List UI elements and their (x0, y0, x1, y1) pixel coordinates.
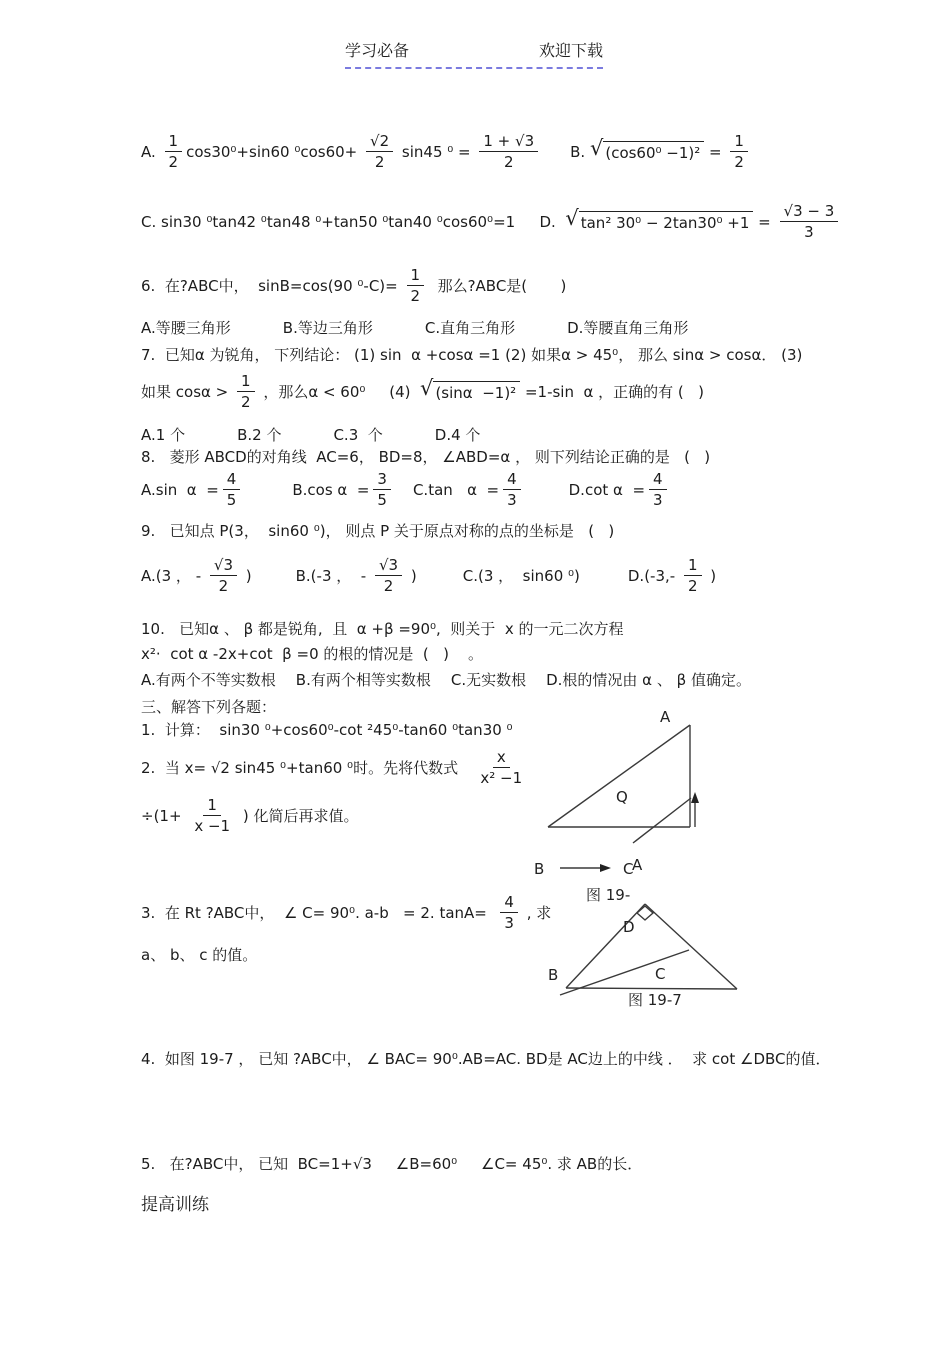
choice-row-cd (141, 202, 842, 241)
q10-stem-1: 10. 已知α 、 β 都是锐角, 且 α +β =90⁰, 则关于 x 的一元二次方程 (141, 620, 624, 638)
q6-option-c: C.直角三角形 (424, 319, 516, 337)
fraction-result-b: $\frac{1}{2}$ (730, 132, 748, 171)
option-a-label: A. (141, 142, 161, 161)
q7-stem-4: =1-sin α ，正确的有 ( ) (520, 383, 704, 401)
solve-4 (141, 1048, 831, 1069)
solve-3-line2 (141, 944, 257, 965)
fig2-label-d: D (623, 918, 635, 936)
fraction-4-over-3: $\frac{4}{3}$ (500, 893, 518, 932)
fraction-1-over-xminus1: $\frac{1}{x -1}$ (194, 796, 231, 835)
fraction: $\frac{3}{5}$ (373, 470, 391, 509)
s3-text-2: , 求 (521, 904, 552, 922)
s2-text-3: ) 化简后再求值。 (238, 807, 359, 825)
fraction: $\frac{4}{3}$ (649, 470, 667, 509)
fig1-caption: 图 19- (586, 886, 631, 904)
figure-19-7-triangle (540, 895, 752, 1013)
q10-option-a: A.有两个不等实数根 (141, 671, 276, 689)
solve-2-line1 (141, 748, 530, 787)
fraction: $\frac{1}{2}$ (684, 556, 702, 595)
question-7-line1 (141, 344, 802, 365)
option-d-equals: = (753, 212, 776, 231)
fig1-label-q: Q (616, 788, 628, 806)
fraction-result-d: $\frac{√3 - 3}{3}$ (780, 202, 839, 241)
fig2-caption: 图 19-7 (628, 991, 682, 1009)
s3-text-3: a、 b、 c 的值。 (141, 946, 258, 964)
fig2-left-side (566, 904, 645, 988)
fig2-label-b: B (548, 966, 559, 984)
solve-3-line1 (141, 893, 551, 932)
fraction: $\frac{4}{3}$ (503, 470, 521, 509)
up-arrowhead-icon (691, 792, 699, 803)
s1-text: 1. 计算： sin30 ⁰+cos60⁰-cot ²45⁰-tan60 ⁰tan30 ⁰ (141, 721, 513, 739)
radical-sign-icon: √ (565, 206, 579, 230)
question-6 (141, 266, 566, 305)
fig1-label-b: B (534, 860, 545, 878)
fraction-x-over-x2minus1: $\frac{x}{\text{x² −1}}$ (480, 748, 523, 787)
question-6-options (141, 317, 688, 338)
fig1-cross-segment (633, 798, 691, 843)
q9-option-b: B.(-3 ， - $\frac{√3}{2}$ ) (295, 556, 417, 595)
fig1-label-c: C (623, 860, 634, 878)
fraction: $\frac{4}{5}$ (223, 470, 241, 509)
q6-option-b: B.等边三角形 (282, 319, 373, 337)
q7-stem-2: 如果 cosα > (141, 383, 233, 401)
option-c-expr: C. sin30 ⁰tan42 ⁰tan48 ⁰+tan50 ⁰tan40 ⁰cos60⁰=1 (141, 212, 530, 231)
fraction: $\frac{√3}{2}$ (375, 556, 402, 595)
q8-option-b: B.cos α = $\frac{3}{5}$ (292, 470, 395, 509)
radical-sign-icon: √ (420, 376, 434, 400)
fig2-bottom-side (566, 988, 737, 989)
option-b-label: B. (570, 142, 590, 161)
question-8 (141, 446, 710, 467)
s3-text-1: 3. 在 Rt ?ABC中， ∠ C= 90⁰. a-b = 2. tanA= (141, 904, 497, 922)
fraction: $\frac{√3}{2}$ (210, 556, 237, 595)
solve-1 (141, 719, 513, 740)
fraction-half: $\frac{1}{2}$ (407, 266, 425, 305)
q7-option-b: B.2 个 (237, 426, 282, 444)
q10-option-b: B.有两个相等实数根 (295, 671, 431, 689)
figure-19-triangle-q (528, 700, 740, 910)
s5-text: 5. 在?ABC中， 已知 BC=1+√3 ∠B=60⁰ ∠C= 45⁰. 求 AB的长． (141, 1155, 643, 1173)
header-underline (345, 38, 603, 69)
radical-sign-icon: √ (589, 136, 604, 160)
fraction-sqrt2-over-2: $\frac{√2}{2}$ (366, 132, 393, 171)
s2-text-2: ÷(1+ (141, 806, 187, 825)
q7-stem-3: ，那么α < 60⁰ (4) (258, 383, 421, 401)
fig1-label-a: A (660, 708, 671, 726)
q10-option-c: C.无实数根 (450, 671, 527, 689)
option-d-label: D. (539, 212, 566, 231)
fig2-label-c: C (655, 965, 666, 983)
solve-5 (141, 1153, 642, 1174)
q6-stem-1: 6. 在?ABC中， sinB=cos(90 ⁰-C)= (141, 277, 403, 295)
question-8-options (141, 470, 671, 509)
q10-option-d: D.根的情况由 α 、 β 值确定。 (546, 671, 751, 689)
q6-stem-2: 那么?ABC是( ) (428, 277, 567, 295)
right-arrowhead-icon (600, 864, 611, 872)
option-a-expr-2: sin45 ⁰ = (397, 142, 476, 161)
option-a-expr: cos30⁰+sin60 ⁰cos60+ (186, 142, 363, 161)
question-10-line2 (141, 643, 483, 664)
right-angle-mark-icon (637, 906, 653, 920)
q9-stem: 9. 已知点 P(3， sin60 ⁰)， 则点 P 关于原点对称的点的坐标是 ( ) (141, 522, 615, 540)
fig1-label-a2: A (632, 856, 643, 874)
s4-text: 4. 如图 19-7 ， 已知 ?ABC中， ∠ BAC= 90⁰.AB=AC. BD是 AC边上的中线 ． 求 cot ∠DBC的值． (141, 1050, 831, 1068)
q7-option-d: D.4 个 (434, 426, 481, 444)
solve-2-line2 (141, 796, 358, 835)
q8-stem: 8. 菱形 ABCD的对角线 AC=6， BD=8， ∠ABD=α ， 则下列结论正确的是 ( ) (141, 448, 711, 466)
q6-option-d: D.等腰直角三角形 (567, 319, 689, 337)
question-7-options (141, 424, 480, 445)
radical-expression-q7: √ (sinα −1)² (420, 381, 520, 402)
choice-row-ab (141, 132, 752, 171)
q7-option-c: C.3 个 (333, 426, 383, 444)
footer-title: 提高训练 (141, 1195, 209, 1215)
radical-expression-d: √ tan² 30⁰ − 2tan30⁰ +1 (565, 211, 753, 232)
fraction-half: $\frac{1}{2}$ (165, 132, 183, 171)
question-9 (141, 520, 614, 541)
question-9-options (141, 556, 716, 595)
q9-option-c: C.(3 ， sin60 ⁰) (462, 567, 580, 585)
q8-option-d: D.cot α = $\frac{4}{3}$ (569, 470, 671, 509)
q7-option-a: A.1 个 (141, 426, 186, 444)
q8-option-c: C.tan α = $\frac{4}{3}$ (413, 470, 525, 509)
question-7-line2 (141, 372, 704, 411)
q8-option-a: A.sin α = $\frac{4}{5}$ (141, 470, 244, 509)
question-10-line1 (141, 618, 624, 639)
q6-option-a: A.等腰三角形 (141, 319, 231, 337)
fraction-half: $\frac{1}{2}$ (237, 372, 255, 411)
q10-stem-2: x²· cot α -2x+cot β =0 的根的情况是 ( ) 。 (141, 645, 484, 663)
fig1-hypotenuse (548, 725, 690, 827)
option-b-equals: = (704, 142, 727, 161)
radical-expression-b: √ (cos60⁰ −1)² (590, 141, 704, 162)
fraction-result-a: $\frac{1 + √3}{2}$ (479, 132, 538, 171)
q7-stem-1: 7. 已知α 为锐角， 下列结论： (1) sin α +cosα =1 (2) 如果α > 45⁰， 那么 sinα > cosα． (3) (141, 346, 803, 364)
header-right-text: 欢迎下载 (538, 41, 603, 60)
question-10-options (141, 669, 751, 690)
s2-text-1: 2. 当 x= √2 sin45 ⁰+tan60 ⁰时。先将代数式 (141, 759, 473, 777)
section-3-title: 三、解答下列各题： (141, 698, 277, 716)
q9-option-a: A.(3 ， - $\frac{√3}{2}$ ) (141, 556, 252, 595)
header-left-text: 学习必备 (345, 41, 410, 60)
q9-option-d: D.(-3,- $\frac{1}{2}$ ) (627, 556, 717, 595)
